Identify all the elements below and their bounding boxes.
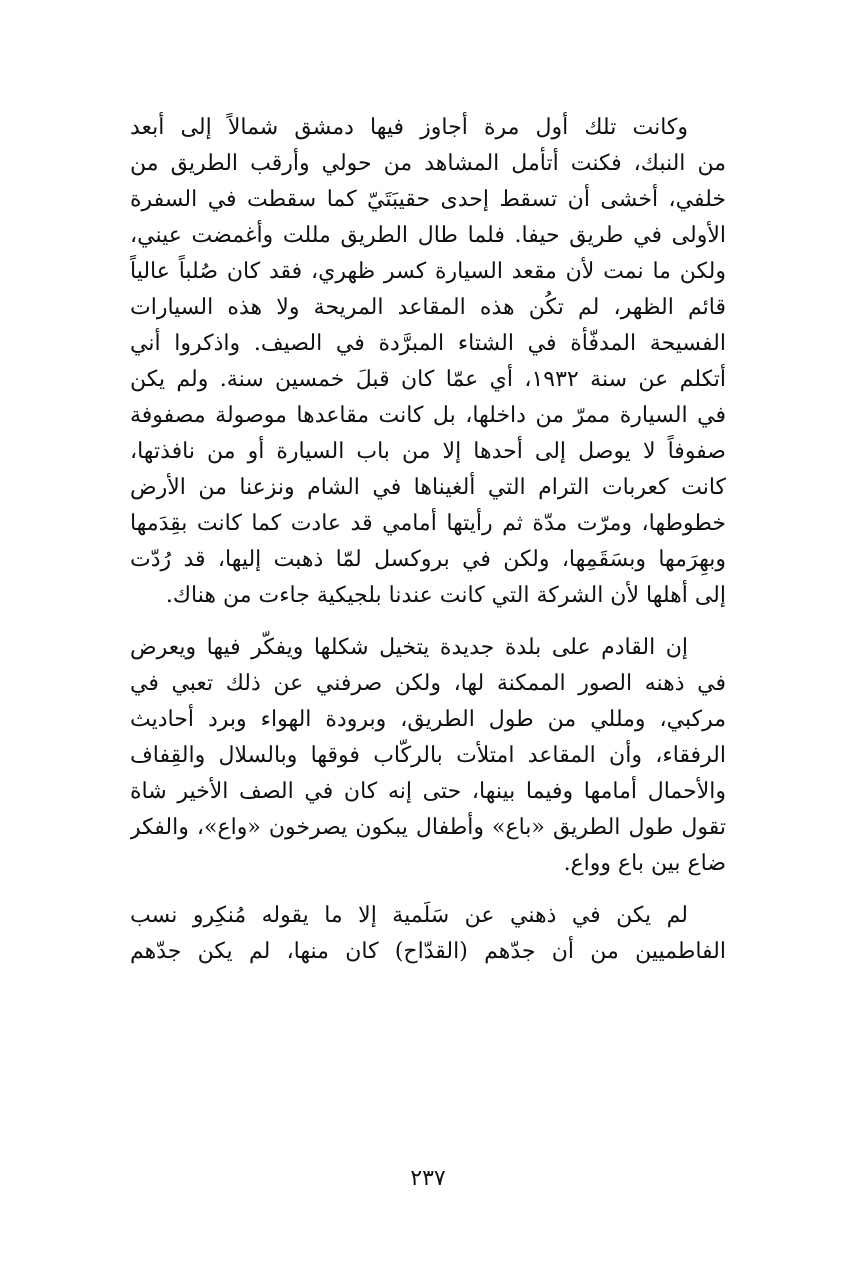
text-line: مركبي، ومللي من طول الطريق، وبرودة الهواء وبرد أحاديث	[130, 707, 726, 732]
text-line: ضاع بين باع وواع.	[563, 851, 726, 876]
text-line: خلفي، أخشى أن تسقط إحدى حقيبَتَيّ كما سقطت في السفرة	[130, 187, 726, 212]
text-line: في ذهنه الصور الممكنة لها، ولكن صرفني عن ذلك تعبي في	[130, 671, 726, 696]
text-line: تقول طول الطريق «باع» وأطفال يبكون يصرخون «واع»، والفكر	[130, 815, 726, 840]
text-line: في السيارة ممرّ من داخلها، بل كانت مقاعدها موصولة مصفوفة	[130, 403, 726, 428]
text-line: وبهِرَمها وبسَقَمِها، ولكن في بروكسل لمّا ذهبت إليها، قد رُدّت	[130, 547, 726, 572]
paragraph-3	[130, 898, 726, 970]
text-line: والأحمال أمامها وفيما بينها، حتى إنه كان في الصف الأخير شاة	[130, 779, 726, 804]
text-line: لم يكن في ذهني عن سَلَمية إلا ما يقوله مُنكِرو نسب	[130, 903, 688, 928]
text-line: إن القادم على بلدة جديدة يتخيل شكلها ويفكّر فيها ويعرض	[130, 635, 688, 660]
page-number: ٢٣٧	[410, 1166, 446, 1191]
text-line: من النبك، فكنت أتأمل المشاهد من حولي وأرقب الطريق من	[130, 151, 726, 176]
text-line: قائم الظهر، لم تكُن هذه المقاعد المريحة ولا هذه السيارات	[130, 295, 726, 320]
text-line: ولكن ما نمت لأن مقعد السيارة كسر ظهري، فقد كان صُلباً عالياً	[130, 259, 726, 284]
text-line: الفاطميين من أن جدّهم (القدّاح) كان منها، لم يكن جدّهم	[130, 939, 726, 964]
text-line: أتكلم عن سنة ١٩٣٢، أي عمّا كان قبلَ خمسين سنة. ولم يكن	[130, 367, 726, 392]
text-line: الرفقاء، وأن المقاعد امتلأت بالركّاب فوقها وبالسلال والقِفاف	[130, 743, 726, 768]
text-line: خطوطها، ومرّت مدّة ثم رأيتها أمامي قد عادت كما كانت بقِدَمها	[130, 511, 726, 536]
body-text	[130, 110, 726, 970]
text-line: كانت كعربات الترام التي ألغيناها في الشام ونزعنا من الأرض	[130, 475, 726, 500]
text-line: إلى أهلها لأن الشركة التي كانت عندنا بلجيكية جاءت من هناك.	[165, 583, 726, 608]
text-line: الأولى في طريق حيفا. فلما طال الطريق مللت وأغمضت عيني،	[130, 223, 726, 248]
text-line: صفوفاً لا يوصل إلى أحدها إلا من باب السيارة أو من نافذتها،	[130, 439, 726, 464]
paragraph-1	[130, 110, 726, 614]
text-line: الفسيحة المدفّأة في الشتاء المبرَّدة في الصيف. واذكروا أني	[130, 331, 726, 356]
paragraph-2	[130, 630, 726, 882]
text-line: وكانت تلك أول مرة أجاوز فيها دمشق شمالاً إلى أبعد	[130, 115, 688, 140]
